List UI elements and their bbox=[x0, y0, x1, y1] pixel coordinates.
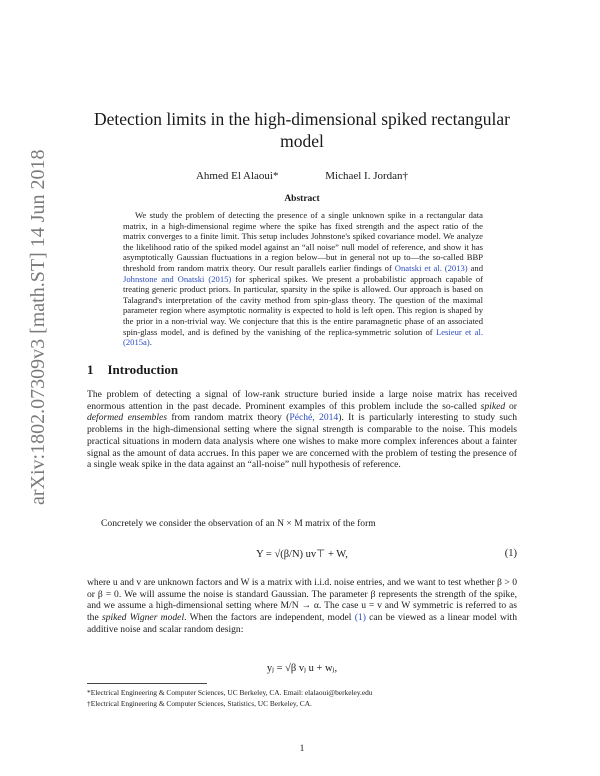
body-run: can be viewed as a linear model with additive noise and scalar random design: bbox=[87, 612, 517, 635]
author-name: Ahmed El Alaoui* bbox=[195, 170, 279, 182]
body-run: or bbox=[505, 400, 518, 412]
arxiv-stamp: arXiv:1802.07309v3 [math.ST] 14 Jun 2018 bbox=[27, 149, 49, 505]
body-run: The problem of detecting a signal of low-rank structure buried inside a large noise matrix has received enormous attention in the past decade. Prominent examples of this problem include the so-called bbox=[87, 389, 517, 412]
footnote: †Electrical Engineering & Computer Sciences, Statistics, UC Berkeley, CA. bbox=[87, 699, 312, 708]
section-heading bbox=[87, 362, 178, 378]
body-run: where u and v are unknown factors and W is a matrix with i.i.d. noise entries, and we want to test whether β > 0 or β = 0. We will assume the noise is standard Gaussian. The parameter β represents the strength of the spike, and we assume a high-dimensional setting where M/N → α. The case u = v and W symmetric is referred to as the bbox=[87, 577, 517, 624]
paper-title: Detection limits in the high-dimensional spiked rectangular model bbox=[93, 109, 510, 151]
abstract-run: and bbox=[467, 262, 483, 273]
body-emphasis: deformed ensembles bbox=[87, 412, 167, 424]
intro-paragraph-1 bbox=[87, 389, 517, 471]
body-emphasis: spiked bbox=[480, 400, 506, 412]
citation-link[interactable]: Péché, 2014 bbox=[289, 412, 339, 424]
footnote-rule bbox=[87, 683, 207, 684]
abstract-text bbox=[123, 210, 483, 348]
body-run: from random matrix theory ( bbox=[167, 412, 290, 424]
citation-link[interactable]: Lesieur et al. (2015a) bbox=[123, 326, 483, 348]
author-list bbox=[87, 170, 517, 182]
equation-number: (1) bbox=[504, 548, 517, 559]
intro-paragraph-2: Concretely we consider the observation of an N × M matrix of the form bbox=[101, 518, 376, 529]
footnote: *Electrical Engineering & Computer Sciences, UC Berkeley, CA. Email: elalaoui@berkeley.edu bbox=[87, 688, 373, 697]
section-number: 1 bbox=[87, 362, 94, 377]
citation-link[interactable]: Onatski et al. (2013) bbox=[394, 262, 468, 273]
abstract-run: We study the problem of detecting the presence of a single unknown spike in a rectangular data matrix, in a high-dimensional regime where the spike has fixed strength and the aspect ratio of the matrix converges to a finite limit. This setup includes Johnstone's spiked covariance model. We analyze the likelihood ratio of the spiked model against an “all noise” null model of reference, and show it has asymptotically Gaussian fluctuations in a region below—but in general not up to—the so-called BBP threshold from random matrix theory. Our result parallels earlier findings of bbox=[123, 210, 483, 273]
page-number: 1 bbox=[299, 744, 305, 754]
equation-formula: Y = √(β/N) uv⊤ + W, bbox=[256, 549, 348, 560]
body-run: ). It is particularly interesting to study such problems in the high-dimensional setting where the signal strength is comparable to the noise. This models practical situations in modern data analysis where one wishes to make more complex inferences about a fainter signal as the amount of data accrues. In this paper we are concerned with the problem of testing the presence of a single weak spike in the data against an “all-noise” null hypothesis of reference. bbox=[87, 412, 517, 471]
equation-formula: yⱼ = √β vⱼ u + wⱼ, bbox=[266, 663, 338, 674]
abstract-run: . bbox=[149, 337, 152, 348]
equation-ref-link[interactable]: (1) bbox=[354, 612, 366, 624]
body-emphasis: spiked Wigner model bbox=[101, 612, 185, 624]
abstract-heading: Abstract bbox=[284, 194, 320, 204]
author-name: Michael I. Jordan† bbox=[325, 170, 409, 182]
section-title: Introduction bbox=[107, 362, 179, 377]
abstract-run: for spherical spikes. We present a probabilistic approach capable of treating generic product priors. In particular, sparsity in the spike is allowed. Our approach is based on Talagrand's interpretation of the cavity method from spin-glass theory. The question of the maximal parameter region where asymptotic normality is expected to hold is left open. This region is shaped by the prior in a non-trivial way. We conjecture that this is the entire paramagnetic phase of an associated spin-glass model, and is defined by the vanishing of the replica-symmetric solution of bbox=[123, 273, 484, 337]
citation-link[interactable]: Johnstone and Onatski (2015) bbox=[123, 273, 232, 284]
intro-paragraph-3 bbox=[87, 577, 517, 636]
body-run: . When the factors are independent, model bbox=[184, 612, 355, 624]
